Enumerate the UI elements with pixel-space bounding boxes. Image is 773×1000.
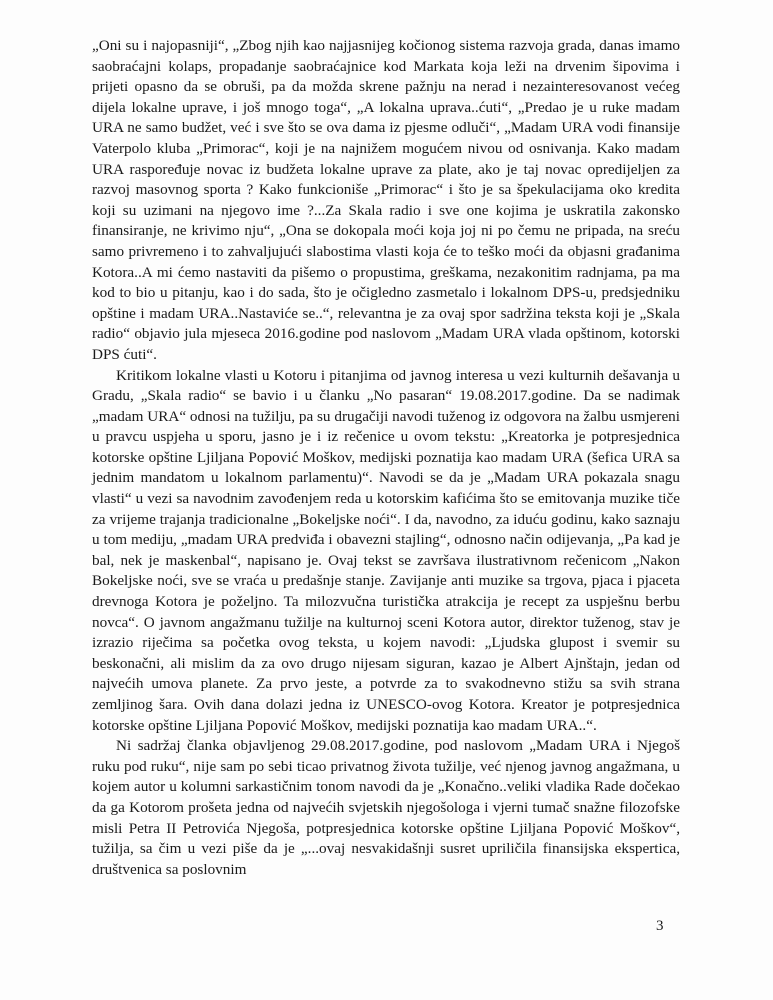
paragraph-3: Ni sadržaj članka objavljenog 29.08.2017.godine, pod naslovom „Madam URA i Njegoš ruku pod ruku“, nije sam po sebi ticao privatnog života tužilje, već njenog javnog angažmana, u kojem autor u kolumni sarkastičnim tonom navodi da je „Konačno..veliki vladika Rade dočekao da ga Kotorom prošeta jedna od najvećih svjetskih njegošologa i vjerni tumač snažne filozofske misli Petra II Petrovića Njegoša, potpresjednica kotorske opštine Ljiljana Popović Moškov“, tužilja, sa čim u vezi piše da je „...ovaj nesvakidašnji susret upriličila finansijska ekspertica, društvenica sa poslovnim [92, 737, 680, 878]
page-number: 3 [656, 918, 664, 934]
document-body [92, 36, 680, 880]
paragraph-1: „Oni su i najopasniji“, „Zbog njih kao najjasnijeg kočionog sistema razvoja grada, danas imamo saobraćajni kolaps, propadanje saobraćajnice kod Markata koja leži na drvenim šipovima i prijeti opasno da se obruši, pa da možda skrene pažnju na nerad i nezainteresovanost većeg dijela lokalne uprave, i još mnogo toga“, „A lokalna uprava..ćuti“, „Predao je u ruke madam URA ne samo budžet, već i sve što se ova dama iz pjesme odluči“, „Madam URA vodi finansije Vaterpolo kluba „Primorac“, koji je na najnižem mogućem nivou od osnivanja. Kako madam URA raspoređuje novac iz budžeta lokalne uprave za plate, ako je taj novac opredijeljen za razvoj masovnog sporta ? Kako funkcioniše „Primorac“ i što je sa špekulacijama oko kredita koji su uzimani na njegovo ime ?...Za Skala radio i sve one kojima je uskratila zakonsko finansiranje, ne krivimo nju“, „Ona se dokopala moći koja joj ni po čemu ne pripada, na sreću samo privremeno i to zahvaljujući slabostima vlasti koja će to teško moći da objasni građanima Kotora..A mi ćemo nastaviti da pišemo o propustima, greškama, nezakonitim radnjama, pa ma kod to bio u pitanju, kao i do sada, što je očigledno zasmetalo i lokalnom DPS-u, predsjedniku opštine i madam URA..Nastaviće se..“, relevantna je za ovaj spor sadržina teksta koji je „Skala radio“ objavio jula mjeseca 2016.godine pod naslovom „Madam URA vlada opštinom, kotorski DPS ćuti“. [92, 37, 680, 363]
paragraph-2: Kritikom lokalne vlasti u Kotoru i pitanjima od javnog interesa u vezi kulturnih dešavanja u Gradu, „Skala radio“ se bavio i u članku „No pasaran“ 19.08.2017.godine. Da se nadimak „madam URA“ odnosi na tužilju, pa su drugačiji navodi tuženog iz odgovora na žalbu usmjereni u pravcu uspjeha u sporu, jasno je i iz rečenice u ovom tekstu: „Kreatorka je potpresjednica kotorske opštine Ljiljana Popović Moškov, medijski poznatija kao madam URA (šefica URA sa jednim mandatom u lokalnom parlamentu)“. Navodi se da je „Madam URA pokazala snagu vlasti“ u vezi sa navodnim zavođenjem reda u kotorskim kafićima što se emitovanja muzike tiče za vrijeme trajanja tradicionalne „Bokeljske noći“. I da, navodno, za iduću godinu, kako saznaju u tom mediju, „madam URA predviđa i obavezni stajling“, odnosno način odijevanja, „Pa kad je bal, nek je maskenbal“, napisano je. Ovaj tekst se završava ilustrativnom rečenicom „Nakon Bokeljske noći, sve se vraća u predašnje stanje. Zavijanje anti muzike sa trgova, pjaca i pjaceta drevnoga Kotora je poželjno. Ta milozvučna turistička atrakcija je recept za uspješnu berbu novca“. O javnom angažmanu tužilje na kulturnoj sceni Kotora autor, direktor tuženog, stav je izrazio riječima sa početka ovog teksta, u kojem navodi: „Ljudska glupost i svemir su beskonačni, ali mislim da za ovo drugo nijesam siguran, kazao je Albert Ajnštajn, jedan od najvećih umova planete. Za prvo jeste, a potvrde za to svakodnevno stižu sa svih strana zemljinog šara. Ovih dana dolazi jedna iz UNESCO-ovog Kotora. Kreator je potpresjednica kotorske opštine Ljiljana Popović Moškov, medijski poznatija kao madam URA..“. [92, 366, 680, 734]
